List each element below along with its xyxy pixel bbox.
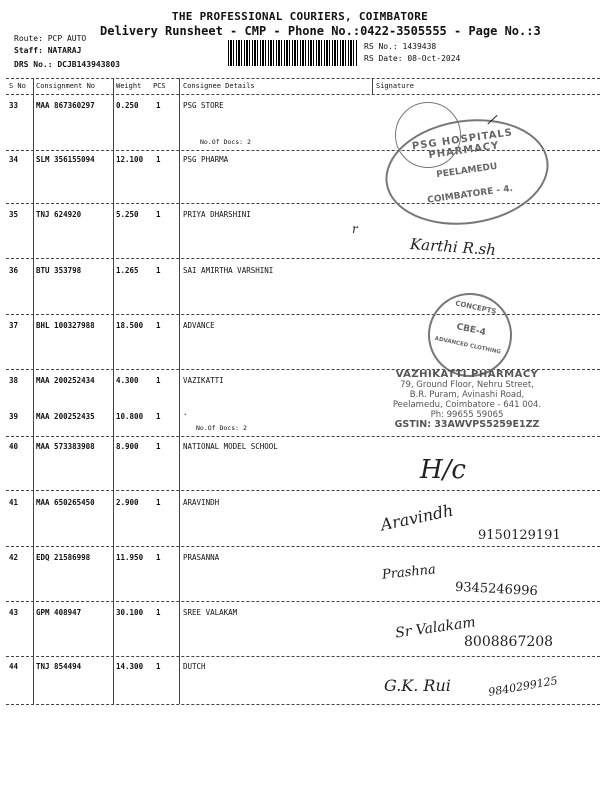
signature-mark: r: [352, 222, 358, 236]
row-weight: 18.500: [116, 321, 144, 330]
col-divider: [372, 78, 373, 94]
phone-row44: 9840299125: [487, 674, 559, 699]
phone-row43: 8008867208: [464, 634, 554, 650]
row-pcs: 1: [156, 155, 161, 164]
table-bottom-border: [6, 704, 600, 705]
row-pcs: 1: [156, 101, 161, 110]
barcode: [228, 40, 358, 66]
row-consignment: MAA 867360297: [36, 101, 95, 110]
col-divider: [179, 78, 180, 704]
row-sno: 41: [9, 498, 19, 507]
row-consignee: PRIYA DHARSHINI: [183, 210, 251, 219]
row-weight: 14.300: [116, 662, 144, 671]
row-pcs: 1: [156, 266, 161, 275]
rs-date: RS Date: 08-Oct-2024: [364, 54, 461, 63]
signature-row42: Prashna: [381, 562, 437, 583]
row-consignee: ARAVINDH: [183, 498, 220, 507]
row-divider: [6, 490, 600, 491]
row-consignment: TNJ 854494: [36, 662, 82, 671]
row-weight: 30.100: [116, 608, 144, 617]
col-divider: [33, 78, 34, 704]
row-pcs: 1: [156, 553, 161, 562]
col-divider: [113, 78, 114, 704]
pharmacy-address-stamp: [372, 370, 562, 430]
row-divider: [6, 258, 600, 259]
signature-row40: H/c: [420, 455, 466, 485]
row-consignment: SLM 356155094: [36, 155, 95, 164]
signature-row36: Karthi R.sh: [409, 235, 497, 259]
row-pcs: 1: [156, 210, 161, 219]
row-consignee: NATIONAL MODEL SCHOOL: [183, 442, 278, 451]
col-header-consignment: Consignment No: [36, 82, 96, 90]
row-sno: 37: [9, 321, 19, 330]
row-pcs: 1: [156, 498, 161, 507]
phone-row42: 9345246996: [454, 579, 539, 600]
signature-row41: Aravindh: [378, 500, 455, 535]
drs-number: DRS No.: DCJB143943803: [14, 60, 120, 69]
secondary-round-stamp: [395, 102, 461, 168]
row-sno: 40: [9, 442, 19, 451]
pharmacy-address-line: Peelamedu, Coimbatore - 641 004.: [392, 400, 542, 410]
signature-row43: Sr Valakam: [394, 614, 477, 642]
row-divider: [6, 546, 600, 547]
col-header-consignee: Consignee Details: [183, 82, 255, 90]
row-weight: 8.900: [116, 442, 139, 451]
row-divider: [6, 656, 600, 657]
staff-label: Staff: NATARAJ: [14, 46, 82, 55]
col-header-sno: S No: [9, 82, 26, 90]
table-header-border: [6, 94, 600, 95]
stamp-mid-text: CBE-4: [455, 322, 487, 339]
row-consignee: PSG PHARMA: [183, 155, 229, 164]
row-weight: 11.950: [116, 553, 144, 562]
row-weight: 4.300: [116, 376, 139, 385]
table-top-border: [6, 78, 600, 79]
row-consignment: BHL 100327988: [36, 321, 95, 330]
row-weight: 10.800: [116, 412, 144, 421]
col-header-weight: Weight: [116, 82, 142, 90]
row-pcs: 1: [156, 321, 161, 330]
row-sno: 38: [9, 376, 19, 385]
row-sno: 34: [9, 155, 19, 164]
row-consignee: SREE VALAKAM: [183, 608, 238, 617]
col-header-pcs: PCS: [153, 82, 166, 90]
row-sno: 33: [9, 101, 19, 110]
phone-row41: 9150129191: [478, 528, 561, 543]
row-weight: 12.100: [116, 155, 144, 164]
stamp-ring-text: PSG HOSPITALS PHARMACY: [411, 127, 514, 162]
route-label: Route: PCP AUTO: [14, 34, 87, 43]
pharmacy-address-line: 79, Ground Floor, Nehru Street,: [400, 380, 534, 390]
row-divider: [6, 436, 600, 437]
row-consignment: MAA 650265450: [36, 498, 95, 507]
pharmacy-name: VAZHIKATTI PHARMACY: [395, 369, 539, 380]
row-consignee: SAI AMIRTHA VARSHINI: [183, 266, 274, 275]
row-sno: 35: [9, 210, 19, 219]
row-sno: 39: [9, 412, 19, 421]
row-consignee: VAZIKATTI: [183, 376, 224, 385]
row-pcs: 1: [156, 662, 161, 671]
row-consignee: ADVANCE: [183, 321, 215, 330]
rs-number: RS No.: 1439438: [364, 42, 437, 51]
row-sno: 43: [9, 608, 19, 617]
pharmacy-address-line: B.R. Puram, Avinashi Road,: [409, 390, 525, 400]
row-weight: 1.265: [116, 266, 139, 275]
pharmacy-phone: Ph: 99655 59065: [430, 410, 504, 420]
row-sno: 44: [9, 662, 19, 671]
runsheet-subtitle: Delivery Runsheet - CMP - Phone No.:0422-3505555 - Page No.:3: [100, 24, 541, 38]
row-consignment: TNJ 624920: [36, 210, 82, 219]
row-pcs: 1: [156, 376, 161, 385]
col-header-signature: Signature: [376, 82, 414, 90]
company-title: THE PROFESSIONAL COURIERS, COIMBATORE: [171, 10, 429, 23]
row-weight: 0.250: [116, 101, 139, 110]
signature-mark: /: [487, 111, 498, 129]
stamp-ring-text: CONCEPTS: [454, 299, 498, 316]
row-divider: [6, 601, 600, 602]
row-consignment: MAA 573383908: [36, 442, 95, 451]
row-consignment: BTU 353798: [36, 266, 82, 275]
row-sno: 42: [9, 553, 19, 562]
row-pcs: 1: [156, 442, 161, 451]
row-consignment: MAA 200252435: [36, 412, 95, 421]
row-consignee: .: [183, 408, 188, 417]
row-pcs: 1: [156, 412, 161, 421]
row-weight: 2.900: [116, 498, 139, 507]
row-consignee: PRASANNA: [183, 553, 220, 562]
stamp-side-text: ADVANCED CLOTHING: [434, 335, 502, 356]
row-docs: No.Of Docs: 2: [200, 138, 251, 146]
row-consignment: EDQ 21586998: [36, 553, 91, 562]
signature-row44: G.K. Rui: [384, 676, 451, 695]
row-pcs: 1: [156, 608, 161, 617]
row-consignee: DUTCH: [183, 662, 206, 671]
stamp-bottom-text: COIMBATORE - 4.: [426, 183, 514, 206]
stamp-mid-text: PEELAMEDU: [435, 161, 498, 181]
pharmacy-gstin: GSTIN: 33AWVPS5259E1ZZ: [394, 419, 540, 430]
row-consignee: PSG STORE: [183, 101, 224, 110]
row-docs: No.Of Docs: 2: [196, 424, 247, 432]
row-sno: 36: [9, 266, 19, 275]
row-consignment: GPM 408947: [36, 608, 82, 617]
row-consignment: MAA 200252434: [36, 376, 95, 385]
row-weight: 5.250: [116, 210, 139, 219]
